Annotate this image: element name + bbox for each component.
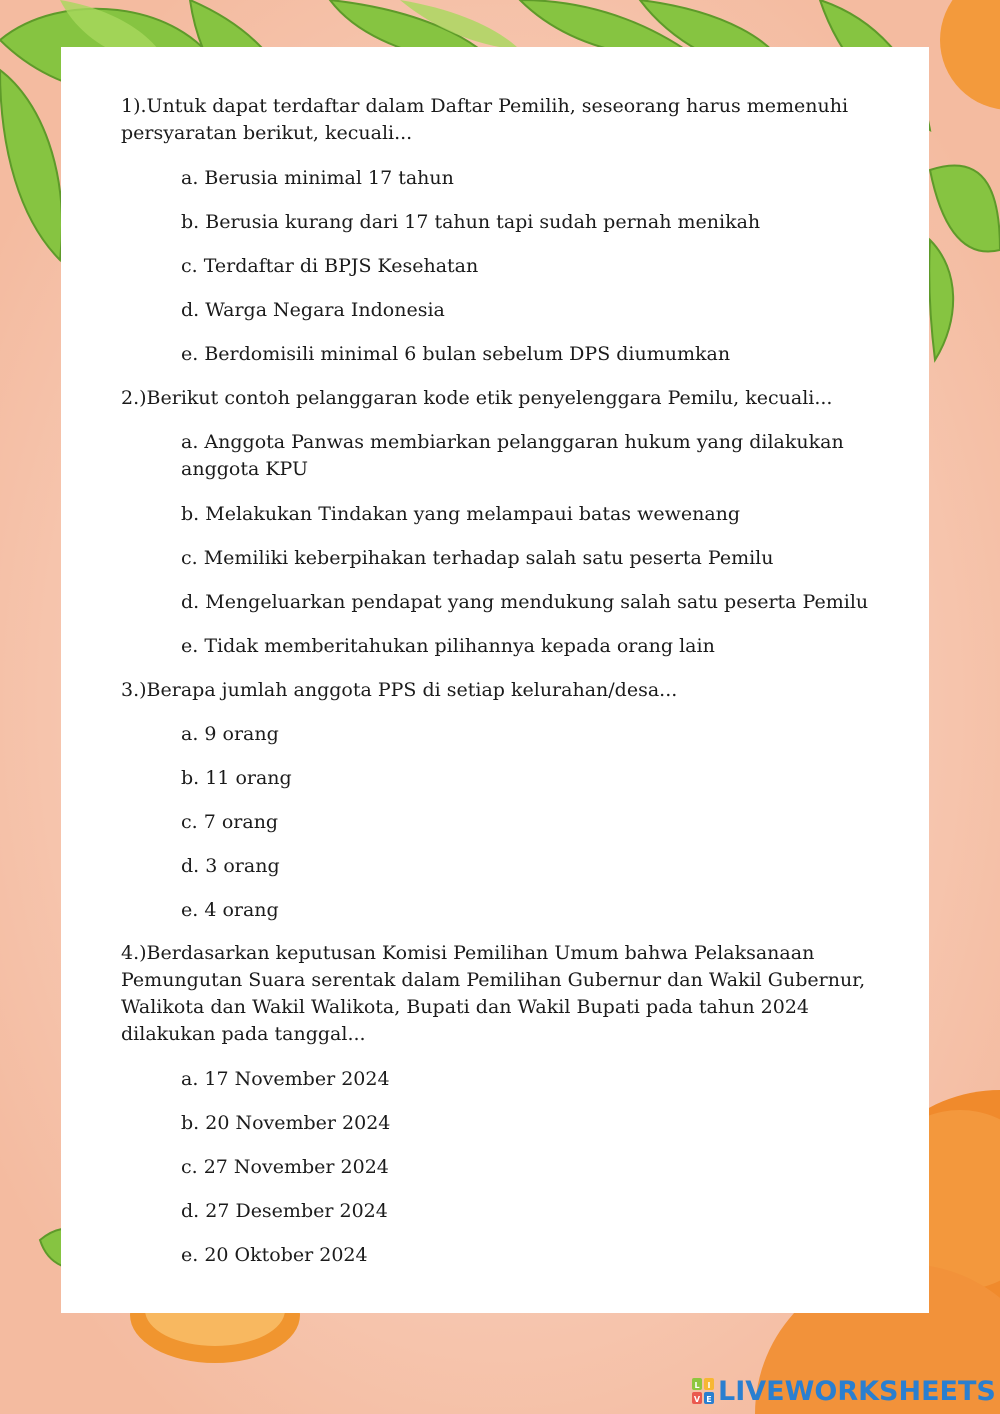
question-2-option-b[interactable]: b. Melakukan Tindakan yang melampaui batas wewenang <box>181 503 741 525</box>
question-2-option-d[interactable]: d. Mengeluarkan pendapat yang mendukung salah satu peserta Pemilu <box>181 591 869 613</box>
liveworksheets-logo[interactable] <box>692 1374 996 1408</box>
question-4-option-e[interactable]: e. 20 Oktober 2024 <box>181 1244 368 1266</box>
question-2-text: 2.)Berikut contoh pelanggaran kode etik penyelenggara Pemilu, kecuali... <box>121 387 833 409</box>
worksheet-page <box>61 47 929 1313</box>
question-4-option-c[interactable]: c. 27 November 2024 <box>181 1156 389 1178</box>
question-2-option-a[interactable]: a. Anggota Panwas membiarkan pelanggaran hukum yang dilakukan anggota KPU <box>181 431 844 480</box>
question-4-option-a[interactable]: a. 17 November 2024 <box>181 1068 390 1090</box>
logo-letter: L <box>694 1381 700 1390</box>
question-3-option-d[interactable]: d. 3 orang <box>181 855 280 877</box>
question-3-option-e[interactable]: e. 4 orang <box>181 899 279 921</box>
question-4-text: 4.)Berdasarkan keputusan Komisi Pemilihan Umum bahwa Pelaksanaan Pemungutan Suara serentak dalam Pemilihan Gubernur dan Wakil Gubernur, Walikota dan Wakil Walikota, Bupati dan Wakil Bupati pada tahun 2024 dilakukan pada tanggal... <box>121 942 866 1045</box>
question-3-option-a[interactable]: a. 9 orang <box>181 723 279 745</box>
liveworksheets-logo-icon <box>692 1378 714 1404</box>
question-1-text: 1).Untuk dapat terdaftar dalam Daftar Pemilih, seseorang harus memenuhi persyaratan berikut, kecuali... <box>121 95 849 144</box>
question-1-option-b[interactable]: b. Berusia kurang dari 17 tahun tapi sudah pernah menikah <box>181 211 761 233</box>
question-1-option-a[interactable]: a. Berusia minimal 17 tahun <box>181 167 454 189</box>
question-2-option-e[interactable]: e. Tidak memberitahukan pilihannya kepada orang lain <box>181 635 715 657</box>
logo-letter: V <box>693 1395 701 1404</box>
liveworksheets-logo-text: LIVEWORKSHEETS <box>718 1375 996 1407</box>
question-2-option-c[interactable]: c. Memiliki keberpihakan terhadap salah satu peserta Pemilu <box>181 547 774 569</box>
question-4-option-b[interactable]: b. 20 November 2024 <box>181 1112 391 1134</box>
question-3-option-b[interactable]: b. 11 orang <box>181 767 292 789</box>
question-3-option-c[interactable]: c. 7 orang <box>181 811 279 833</box>
logo-letter: E <box>706 1395 712 1404</box>
question-3-text: 3.)Berapa jumlah anggota PPS di setiap kelurahan/desa... <box>121 679 678 701</box>
question-4-option-d[interactable]: d. 27 Desember 2024 <box>181 1200 388 1222</box>
question-1-option-c[interactable]: c. Terdaftar di BPJS Kesehatan <box>181 255 479 277</box>
question-1-option-e[interactable]: e. Berdomisili minimal 6 bulan sebelum DPS diumumkan <box>181 343 731 365</box>
logo-letter: I <box>707 1381 711 1390</box>
question-1-option-d[interactable]: d. Warga Negara Indonesia <box>181 299 445 321</box>
